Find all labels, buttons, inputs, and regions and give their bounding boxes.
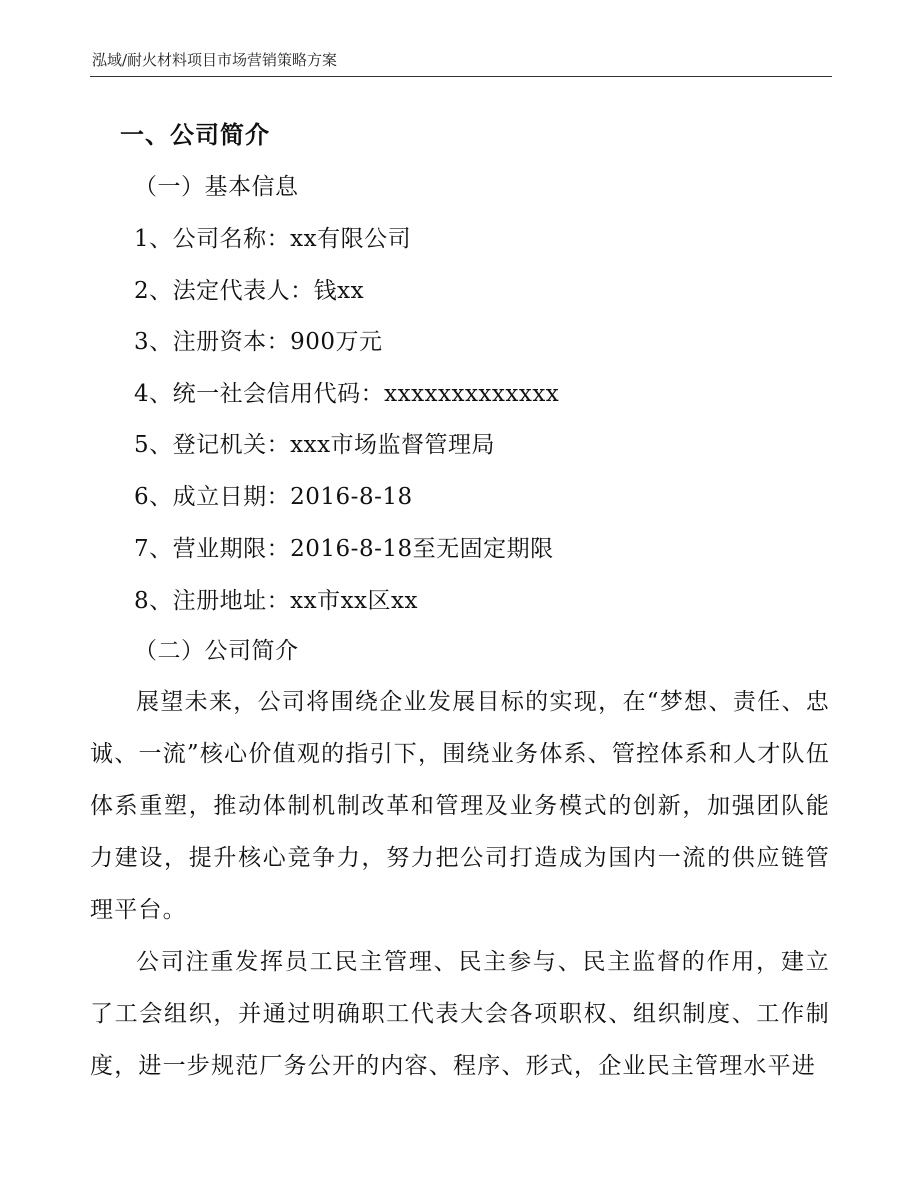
info-item-registration-authority: 5、登记机关：xxx市场监督管理局 (134, 432, 496, 458)
info-item-capital: 3、注册资本：900万元 (134, 329, 383, 355)
section-heading: 一、公司简介 (120, 120, 270, 149)
info-item-address: 8、注册地址：xx市xx区xx (134, 588, 418, 614)
running-header: 泓域/耐火材料项目市场营销策略方案 (92, 51, 338, 69)
basic-info-heading: （一）基本信息 (134, 174, 299, 200)
intro-heading: （二）公司简介 (134, 638, 299, 664)
intro-paragraph-2: 公司注重发挥员工民主管理、民主参与、民主监督的作用，建立了工会组织，并通过明确职工代表大会各项职权、组织制度、工作制度，进一步规范厂务公开的内容、程序、形式，企业民主管理水平进 (90, 949, 830, 1079)
intro-paragraph-1: 展望未来，公司将围绕企业发展目标的实现，在“梦想、责任、忠诚、一流”核心价值观的指引下，围绕业务体系、管控体系和人才队伍体系重塑，推动体制机制改革和管理及业务模式的创新，加强团队能力建设，提升核心竞争力，努力把公司打造成为国内一流的供应链管理平台。 (90, 689, 830, 923)
info-item-founded-date: 6、成立日期：2016-8-18 (134, 484, 413, 510)
header-rule (90, 76, 832, 77)
info-item-company-name: 1、公司名称：xx有限公司 (134, 226, 412, 252)
info-item-legal-rep: 2、法定代表人：钱xx (134, 278, 365, 304)
info-item-business-term: 7、营业期限：2016-8-18至无固定期限 (134, 536, 554, 562)
info-item-credit-code: 4、统一社会信用代码：xxxxxxxxxxxxx (134, 381, 560, 407)
